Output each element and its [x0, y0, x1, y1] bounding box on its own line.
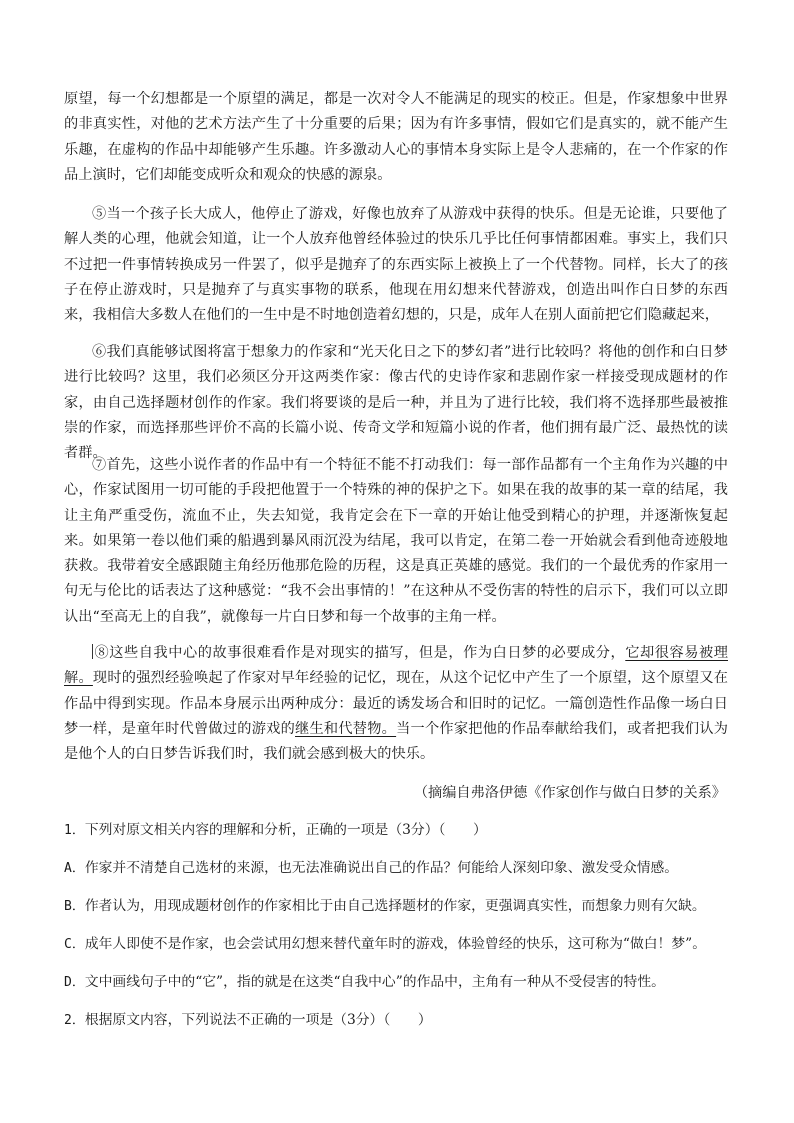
paragraph-8-part-a: ⑧这些自我中心的故事很难看作是对现实的描写，但是，作为白日梦的必要成分， [94, 645, 626, 661]
question-1 [64, 819, 744, 842]
paragraph-5: ⑤当一个孩子长大成人，他停止了游戏，好像也放弃了从游戏中获得的快乐。但是无论谁，只要他了解人类的心理，他就会知道，让一个人放弃他曾经体验过的快乐几乎比任何事情都困难。事实上，我们只不过把一件事情转换成另一件罢了，似乎是抛弃了的东西实际上被换上了一个代替物。同样，长大了的孩子在停止游戏时，只是抛弃了与真实事物的联系，他现在用幻想来代替游戏，创造出叫作白日梦的东西来，我相信大多数人在他们的一生中是不时地创造着幻想的，只是，成年人在别人面前把它们隐藏起来， [64, 206, 728, 324]
question-text: 下列对原文相关内容的理解和分析，正确的一项是（3分）（ ） [84, 822, 487, 838]
text-cursor [92, 644, 93, 659]
option-text: 作家并不清楚自己选材的来源，也无法准确说出自己的作品？何能给人深刻印象、激发受众情感。 [84, 860, 679, 876]
option-letter: D． [64, 975, 85, 990]
question-number: 2． [64, 1013, 85, 1028]
paragraph-6: ⑥我们真能够试图将富于想象力的作家和“光天化日之下的梦幻者”进行比较吗？将他的创作和白日梦进行比较吗？这里，我们必须区分开这两类作家：像古代的史诗作家和悲剧作家一样接受现成题材的作家，由自己选择题材创作的作家。我们将要谈的是后一种，并且为了进行比较，我们将不选择那些最被推崇的作家，而选择那些评价不高的长篇小说、传奇文学和短篇小说的作者，他们拥有最广泛、最热忱的读者群。 [64, 344, 728, 462]
question-number: 1． [64, 823, 85, 838]
paragraph-7: ⑦首先，这些小说作者的作品中有一个特征不能不打动我们：每一部作品都有一个主角作为兴趣的中心，作家试图用一切可能的手段把他置于一个特殊的神的保护之下。如果在我的故事的某一章的结尾，我让主角严重受伤，流血不止，失去知觉，我肯定会在下一章的开始让他受到精心的护理，并逐渐恢复起来。如果第一卷以他们乘的船遇到暴风雨沉没为结尾，我可以肯定，在第二卷一开始就会看到他奇迹般地获救。我带着安全感跟随主角经历他那危险的历程，这是真正英雄的感觉。我们的一个最优秀的作家用一句无与伦比的话表达了这种感觉：“我不会出事情的！”在这种从不受伤害的特性的启示下，我们可以立即认出“至高无上的自我”，就像每一片白日梦和每一个故事的主角一样。 [64, 457, 728, 625]
paragraph-8-part-b: 现时的强烈经验唤起了作家对早年经验的记忆，现在，从这个记忆中产生了一个原望，这个原望又在作品中得到实现。作品本身展示出两种成分：最近的诱发场合和旧时的记忆。一篇创造性作品像一场白日梦一样，是童年时代曾做过的游戏的 [64, 670, 729, 737]
underlined-sentence: 它却很容易被理解。 [64, 645, 728, 687]
paragraph-8 [64, 641, 728, 767]
option-c [64, 933, 744, 956]
option-text: 文中画线句子中的“它”，指的就是在这类“自我中心”的作品中，主角有一种从不受侵害的特性。 [84, 974, 665, 990]
option-text: 成年人即使不是作家，也会尝试用幻想来替代童年时的游戏，体验曾经的快乐，这可称为“做白！梦”。 [84, 936, 706, 952]
option-b [64, 895, 744, 918]
paragraph-8-part-c: 当一个作家把他的作品奉献给我们，或者把我们认为是他个人的白日梦告诉我们时，我们就会感到极大的快乐。 [64, 720, 728, 763]
option-d [64, 971, 744, 994]
option-letter: C． [64, 937, 85, 952]
paragraph-continued: 原望，每一个幻想都是一个原望的满足，都是一次对令人不能满足的现实的校正。但是，作家想象中世界的非真实性，对他的艺术方法产生了十分重要的后果；因为有许多事情，假如它们是真实的，就不能产生乐趣，在虚构的作品中却能够产生乐趣。许多激动人心的事情本身实际上是令人悲痛的，在一个作家的作品上演时，它们却能变成听众和观众的快感的源泉。 [64, 91, 728, 183]
source-citation: （摘编自弗洛伊德《作家创作与做白日梦的关系》 [413, 785, 726, 801]
question-2 [64, 1009, 744, 1032]
option-text: 作者认为，用现成题材创作的作家相比于由自己选择题材的作家，更强调真实性，而想象力则有欠缺。 [84, 898, 706, 914]
option-a [64, 857, 744, 880]
option-letter: B． [64, 899, 85, 914]
underlined-phrase: 继生和代替物。 [295, 720, 397, 737]
option-letter: A． [64, 861, 85, 876]
question-text: 根据原文内容，下列说法不正确的一项是（3分）（ ） [84, 1012, 432, 1028]
